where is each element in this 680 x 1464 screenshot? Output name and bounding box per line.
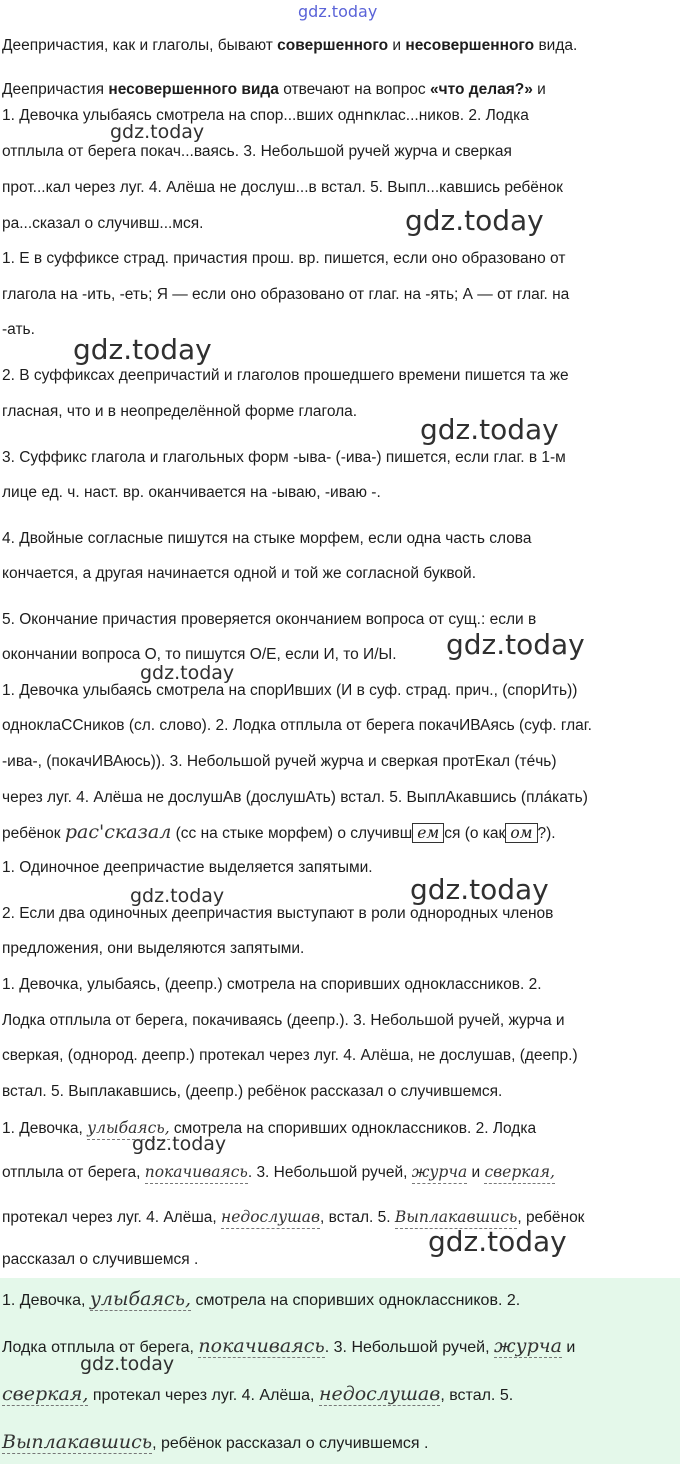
line: 1. Е в суффиксе страд. причастия прош. вр. пишется, если оно образовано от <box>2 250 566 267</box>
participle-word: Выплакавшись <box>395 1207 517 1229</box>
line: глагола на -ить, -еть; Я — если оно образовано от глаг. на -ять; А — от глаг. на <box>2 286 570 303</box>
watermark: gdz.today <box>428 1225 567 1258</box>
line: 2. Если два одиночных деепричастия выступают в роли однородных членов <box>2 905 554 922</box>
participle-word: сверкая, <box>484 1162 554 1184</box>
line: отплыла от берега покач...ваясь. 3. Небольшой ручей журча и сверкая <box>2 143 512 160</box>
line: через луг. 4. Алёша не дослушАв (дослушАть) встал. 5. ВыплАкавшись (плáкать) <box>2 789 588 806</box>
watermark: gdz.today <box>405 204 544 237</box>
line: сверкая, протекал через луг. 4. Алёша, недослушав, встал. 5. <box>2 1383 514 1405</box>
line: кончается, а другая начинается одной и той же согласной буквой. <box>2 565 477 582</box>
participle-word: журча <box>412 1162 467 1184</box>
line: 1. Девочка, улыбаясь, (деепр.) смотрела на споривших одноклассников. 2. <box>2 976 542 993</box>
line: отплыла от берега, покачиваясь. 3. Небольшой ручей, журча и сверкая, <box>2 1162 676 1184</box>
watermark: gdz.today <box>110 121 205 143</box>
line: лице ед. ч. наст. вр. оканчивается на -ываю, -иваю -. <box>2 484 381 501</box>
line: 1. Девочка улыбаясь смотрела на спорИвших (И в суф. страд. прич., (спорИть)) <box>2 682 578 699</box>
participle-word: покачиваясь <box>145 1162 248 1184</box>
line: рассказал о случившемся . <box>2 1251 199 1268</box>
participle-word: журча <box>494 1335 562 1357</box>
participle-word: улыбаясь, <box>87 1118 170 1140</box>
watermark: gdz.today <box>80 1353 175 1375</box>
line-morpheme: ребёнок рас'сказал (сс на стыке морфем) о случивш ем ся (о как ом ?). <box>2 821 556 843</box>
line: Деепричастия, как и глаголы, бывают совершенного и несовершенного вида. <box>2 37 578 54</box>
line: 1. Девочка улыбаясь смотрела на спор...вших однոклас...ников. 2. Лодка <box>2 107 529 124</box>
line: встал. 5. Выплакавшись, (деепр.) ребёнок рассказал о случившемся. <box>2 1083 503 1100</box>
line: Деепричастия несовершенного вида отвечают на вопрос «что делая?» и <box>2 81 546 98</box>
line: 1. Одиночное деепричастие выделяется запятыми. <box>2 859 373 876</box>
line: 1. Девочка, улыбаясь, смотрела на споривших одноклассников. 2. Лодка <box>2 1118 676 1140</box>
line: 2. В суффиксах деепричастий и глаголов прошедшего времени пишется та же <box>2 367 569 384</box>
line: 5. Окончание причастия проверяется окончанием вопроса от сущ.: если в <box>2 611 537 628</box>
watermark: gdz.today <box>420 413 559 446</box>
participle-word: покачиваясь <box>198 1335 325 1357</box>
watermark: gdz.today <box>410 873 549 906</box>
top-watermark: gdz.today <box>298 2 378 21</box>
participle-word: улыбаясь, <box>89 1288 191 1310</box>
watermark: gdz.today <box>130 885 225 907</box>
participle-word: сверкая, <box>2 1383 89 1405</box>
line: ра...сказал о случивш...мся. <box>2 215 204 232</box>
participle-word: недослушав <box>318 1383 441 1405</box>
line: Лодка отплыла от берега, покачиваясь (деепр.). 3. Небольшой ручей, журча и <box>2 1012 565 1029</box>
line: -ива-, (покачИВАюсь)). 3. Небольшой ручей журча и сверкая протЕкал (тéчь) <box>2 753 557 770</box>
watermark: gdz.today <box>446 628 585 661</box>
ending-box: ем <box>412 823 444 843</box>
watermark: gdz.today <box>140 662 235 684</box>
watermark: gdz.today <box>73 333 212 366</box>
morpheme-word: рас'сказал <box>64 821 172 843</box>
line: 3. Суффикс глагола и глагольных форм -ыва- (-ива-) пишется, если глаг. в 1-м <box>2 449 566 466</box>
line: -ать. <box>2 321 35 338</box>
line: сверкая, (однород. деепр.) протекал через луг. 4. Алёша, не дослушав, (деепр.) <box>2 1047 578 1064</box>
participle-word: недослушав <box>221 1207 320 1229</box>
line: 1. Девочка, улыбаясь, смотрела на споривших одноклассников. 2. <box>2 1288 521 1310</box>
line: окончании вопроса О, то пишутся О/Е, если И, то И/Ы. <box>2 646 397 663</box>
line: прот...кал через луг. 4. Алёша не дослуш...в встал. 5. Выпл...кавшись ребёнок <box>2 179 563 196</box>
line: протекал через луг. 4. Алёша, недослушав, встал. 5. Выплакавшись, ребёнок <box>2 1207 676 1229</box>
line: 4. Двойные согласные пишутся на стыке морфем, если одна часть слова <box>2 530 532 547</box>
line: Выплакавшись, ребёнок рассказал о случившемся . <box>2 1431 429 1453</box>
ending-box: ом <box>505 823 537 843</box>
participle-word: Выплакавшись <box>2 1431 153 1453</box>
watermark: gdz.today <box>132 1133 227 1155</box>
line: гласная, что и в неопределённой форме глагола. <box>2 403 358 420</box>
line: Лодка отплыла от берега, покачиваясь. 3. Небольшой ручей, журча и <box>2 1335 576 1357</box>
line: предложения, они выделяются запятыми. <box>2 940 305 957</box>
line: одноклаССников (сл. слово). 2. Лодка отплыла от берега покачИВАясь (суф. глаг. <box>2 717 592 734</box>
